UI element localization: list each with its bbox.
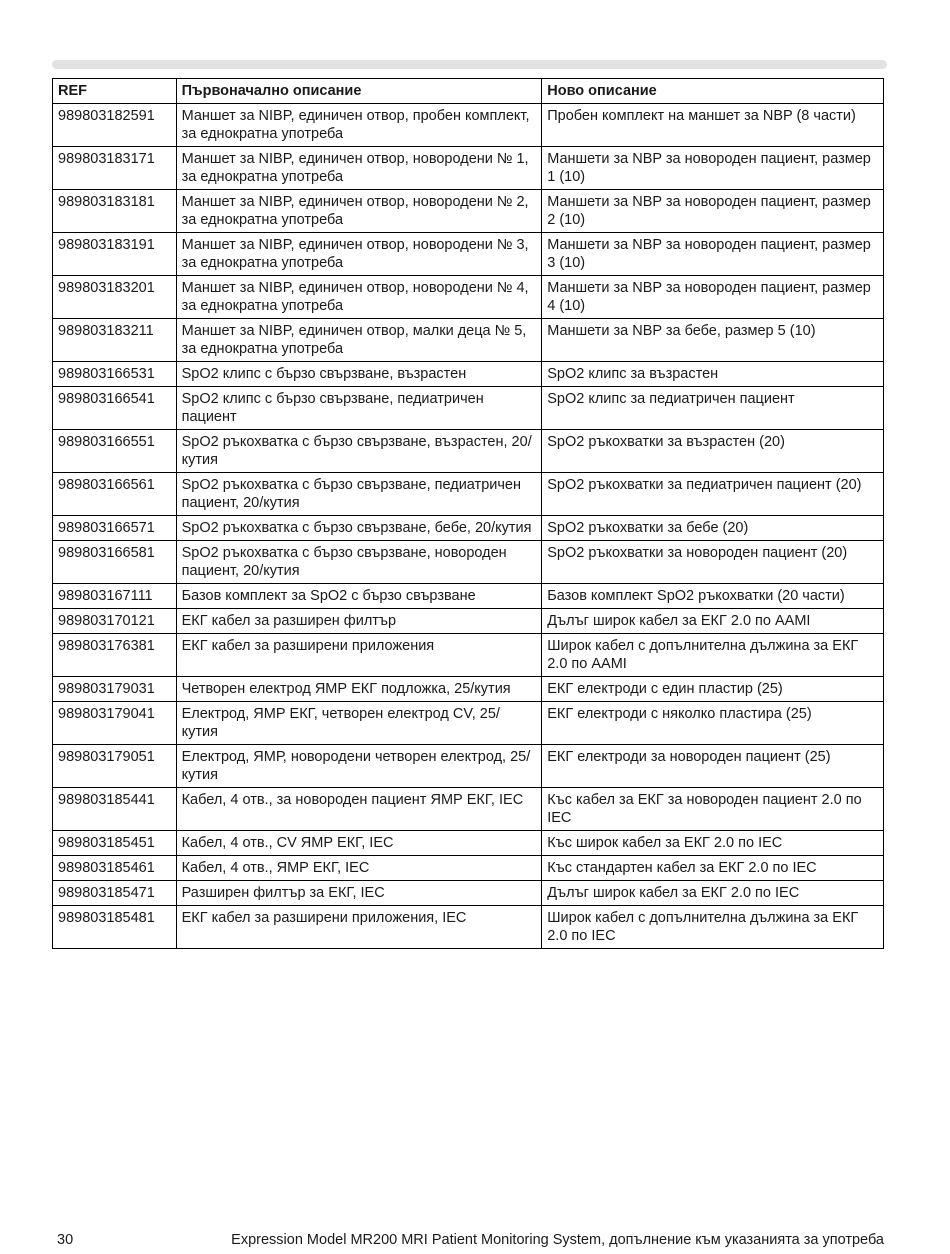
table-row — [53, 831, 884, 856]
cell-new-description: Маншети за NBP за новороден пациент, размер 2 (10) — [542, 190, 884, 233]
cell-original-description: Електрод, ЯМР ЕКГ, четворен електрод CV, 25/кутия — [176, 702, 542, 745]
cell-ref: 989803166541 — [53, 387, 177, 430]
cell-original-description: SpO2 ръкохватка с бързо свързване, новороден пациент, 20/кутия — [176, 541, 542, 584]
table-row — [53, 788, 884, 831]
cell-new-description: Къс широк кабел за ЕКГ 2.0 по IEC — [542, 831, 884, 856]
cell-new-description: SpO2 ръкохватки за педиатричен пациент (20) — [542, 473, 884, 516]
cell-ref: 989803176381 — [53, 634, 177, 677]
cell-original-description: Кабел, 4 отв., CV ЯМР ЕКГ, IEC — [176, 831, 542, 856]
cell-original-description: SpO2 клипс с бързо свързване, възрастен — [176, 362, 542, 387]
table-row — [53, 276, 884, 319]
table-row — [53, 104, 884, 147]
table-row — [53, 541, 884, 584]
cell-ref: 989803185451 — [53, 831, 177, 856]
table-row — [53, 387, 884, 430]
cell-new-description: Къс кабел за ЕКГ за новороден пациент 2.0 по IEC — [542, 788, 884, 831]
cell-original-description: SpO2 ръкохватка с бързо свързване, бебе, 20/кутия — [176, 516, 542, 541]
cell-new-description: SpO2 клипс за възрастен — [542, 362, 884, 387]
cell-original-description: Кабел, 4 отв., за новороден пациент ЯМР ЕКГ, IEC — [176, 788, 542, 831]
table-row — [53, 473, 884, 516]
cell-ref: 989803170121 — [53, 609, 177, 634]
table-row — [53, 906, 884, 949]
cell-original-description: ЕКГ кабел за разширени приложения, IEC — [176, 906, 542, 949]
table-row — [53, 516, 884, 541]
table-row — [53, 584, 884, 609]
header-original-description: Първоначално описание — [176, 79, 542, 104]
cell-ref: 989803183201 — [53, 276, 177, 319]
header-new-description: Ново описание — [542, 79, 884, 104]
cell-ref: 989803185481 — [53, 906, 177, 949]
cell-original-description: Маншет за NIBP, единичен отвор, пробен комплект, за еднократна употреба — [176, 104, 542, 147]
cell-new-description: Маншети за NBP за новороден пациент, размер 1 (10) — [542, 147, 884, 190]
cell-original-description: Четворен електрод ЯМР ЕКГ подложка, 25/кутия — [176, 677, 542, 702]
cell-ref: 989803183171 — [53, 147, 177, 190]
cell-original-description: Разширен филтър за ЕКГ, IEC — [176, 881, 542, 906]
cell-original-description: SpO2 ръкохватка с бързо свързване, педиатричен пациент, 20/кутия — [176, 473, 542, 516]
table-row — [53, 233, 884, 276]
table-row — [53, 319, 884, 362]
table-row — [53, 702, 884, 745]
table-row — [53, 190, 884, 233]
cell-original-description: SpO2 клипс с бързо свързване, педиатричен пациент — [176, 387, 542, 430]
cell-ref: 989803179031 — [53, 677, 177, 702]
cell-new-description: Широк кабел с допълнителна дължина за ЕКГ 2.0 по AAMI — [542, 634, 884, 677]
table-row — [53, 856, 884, 881]
cell-original-description: SpO2 ръкохватка с бързо свързване, възрастен, 20/кутия — [176, 430, 542, 473]
cell-ref: 989803183181 — [53, 190, 177, 233]
table-header-row — [53, 79, 884, 104]
cell-ref: 989803183211 — [53, 319, 177, 362]
cell-ref: 989803166551 — [53, 430, 177, 473]
cell-new-description: ЕКГ електроди с един пластир (25) — [542, 677, 884, 702]
table-body — [53, 104, 884, 949]
cell-ref: 989803182591 — [53, 104, 177, 147]
cell-new-description: Дълъг широк кабел за ЕКГ 2.0 по AAMI — [542, 609, 884, 634]
cell-original-description: Маншет за NIBP, единичен отвор, новородени № 2, за еднократна употреба — [176, 190, 542, 233]
table-row — [53, 430, 884, 473]
cell-ref: 989803166561 — [53, 473, 177, 516]
cell-original-description: Маншет за NIBP, единичен отвор, новородени № 1, за еднократна употреба — [176, 147, 542, 190]
table-row — [53, 634, 884, 677]
cell-new-description: Маншети за NBP за новороден пациент, размер 3 (10) — [542, 233, 884, 276]
table-row — [53, 609, 884, 634]
document-title: Expression Model MR200 MRI Patient Monitoring System, допълнение към указанията за употреба — [231, 1232, 884, 1248]
cell-new-description: Дълъг широк кабел за ЕКГ 2.0 по IEC — [542, 881, 884, 906]
cell-new-description: Пробен комплект на маншет за NBP (8 части) — [542, 104, 884, 147]
cell-original-description: ЕКГ кабел за разширен филтър — [176, 609, 542, 634]
cell-original-description: Електрод, ЯМР, новородени четворен електрод, 25/кутия — [176, 745, 542, 788]
table-row — [53, 881, 884, 906]
cell-ref: 989803179041 — [53, 702, 177, 745]
cell-new-description: ЕКГ електроди за новороден пациент (25) — [542, 745, 884, 788]
cell-ref: 989803167111 — [53, 584, 177, 609]
cell-ref: 989803183191 — [53, 233, 177, 276]
cell-ref: 989803185441 — [53, 788, 177, 831]
cell-new-description: Базов комплект SpO2 ръкохватки (20 части) — [542, 584, 884, 609]
cell-new-description: SpO2 ръкохватки за бебе (20) — [542, 516, 884, 541]
table-row — [53, 147, 884, 190]
cell-new-description: Маншети за NBP за бебе, размер 5 (10) — [542, 319, 884, 362]
cell-original-description: ЕКГ кабел за разширени приложения — [176, 634, 542, 677]
cell-ref: 989803166581 — [53, 541, 177, 584]
cell-new-description: SpO2 ръкохватки за новороден пациент (20) — [542, 541, 884, 584]
cell-original-description: Кабел, 4 отв., ЯМР ЕКГ, IEC — [176, 856, 542, 881]
cell-new-description: SpO2 ръкохватки за възрастен (20) — [542, 430, 884, 473]
cell-ref: 989803185471 — [53, 881, 177, 906]
cell-new-description: SpO2 клипс за педиатричен пациент — [542, 387, 884, 430]
page-number: 30 — [57, 1232, 74, 1248]
cell-original-description: Базов комплект за SpO2 с бързо свързване — [176, 584, 542, 609]
cell-original-description: Маншет за NIBP, единичен отвор, новородени № 3, за еднократна употреба — [176, 233, 542, 276]
cell-ref: 989803179051 — [53, 745, 177, 788]
table-row — [53, 677, 884, 702]
cell-original-description: Маншет за NIBP, единичен отвор, новородени № 4, за еднократна употреба — [176, 276, 542, 319]
header-divider-bar — [52, 60, 887, 69]
cell-new-description: Маншети за NBP за новороден пациент, размер 4 (10) — [542, 276, 884, 319]
cell-ref: 989803166571 — [53, 516, 177, 541]
cell-new-description: Къс стандартен кабел за ЕКГ 2.0 по IEC — [542, 856, 884, 881]
ref-description-table — [52, 78, 884, 949]
cell-ref: 989803166531 — [53, 362, 177, 387]
table-row — [53, 745, 884, 788]
cell-new-description: Широк кабел с допълнителна дължина за ЕКГ 2.0 по IEC — [542, 906, 884, 949]
cell-ref: 989803185461 — [53, 856, 177, 881]
cell-original-description: Маншет за NIBP, единичен отвор, малки деца № 5, за еднократна употреба — [176, 319, 542, 362]
cell-new-description: ЕКГ електроди с няколко пластира (25) — [542, 702, 884, 745]
header-ref: REF — [53, 79, 177, 104]
table-row — [53, 362, 884, 387]
